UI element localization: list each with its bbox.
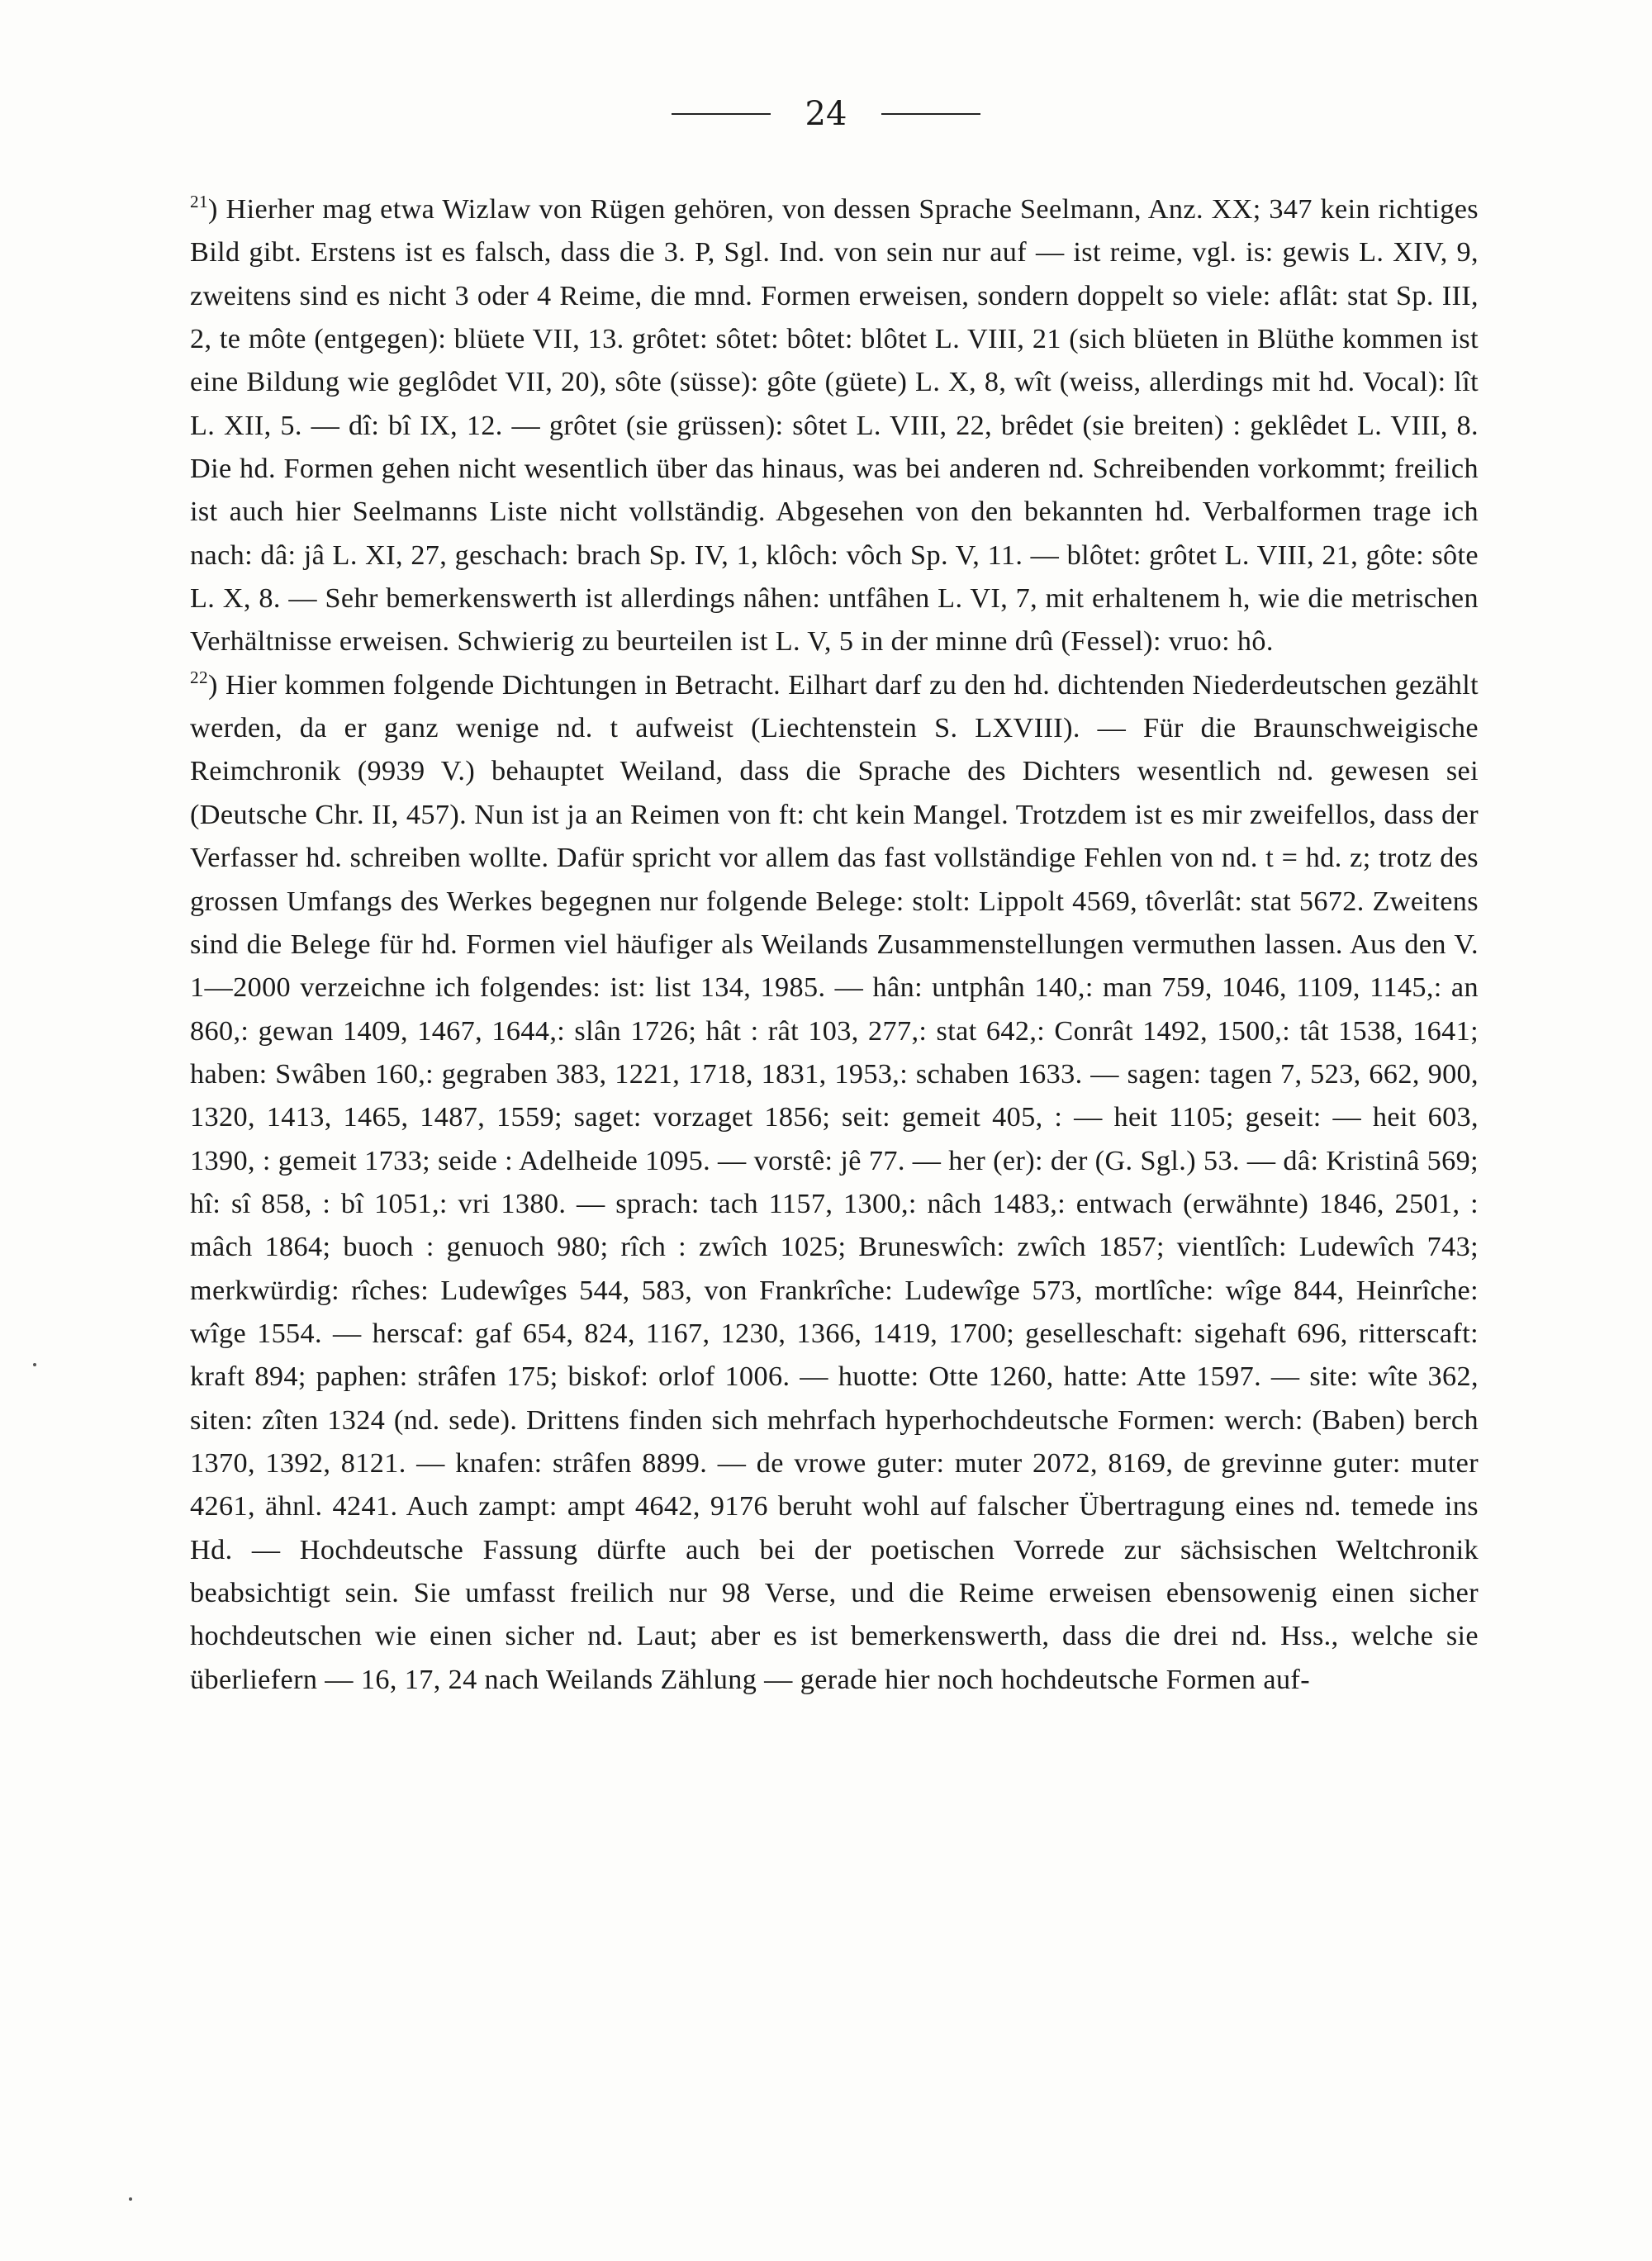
scan-speck xyxy=(33,1363,36,1366)
footnote-body xyxy=(190,188,1479,1702)
page-header xyxy=(0,97,1652,131)
footnote-text: ) Hierher mag etwa Wizlaw von Rügen gehören, von dessen Sprache Seelmann, Anz. XX; 347 kein richtiges Bild gibt. Erstens ist es falsch, dass die 3. P, Sgl. Ind. von sein nur auf — ist reime, vgl. is: gewis L. XIV, 9, zweitens sind es nicht 3 oder 4 Reime, die mnd. Formen erweisen, sondern doppelt so viele: aflât: stat Sp. III, 2, te môte (entgegen): blüete VII, 13. grôtet: sôtet: bôtet: blôtet L. VIII, 21 (sich blüeten in Blüthe kommen ist eine Bildung wie geglôdet VII, 20), sôte (süsse): gôte (güete) L. X, 8, wît (weiss, allerdings mit hd. Vocal): lît L. XII, 5. — dî: bî IX, 12. — grôtet (sie grüssen): sôtet L. VIII, 22, brêdet (sie breiten) : geklêdet L. VIII, 8. Die hd. Formen gehen nicht wesentlich über das hinaus, was bei anderen nd. Schreibenden vorkommt; freilich ist auch hier Seelmanns Liste nicht vollständig. Abgesehen von den bekannten hd. Verbalformen trage ich nach: dâ: jâ L. XI, 27, geschach: brach Sp. IV, 1, klôch: vôch Sp. V, 11. — blôtet: grôtet L. VIII, 21, gôte: sôte L. X, 8. — Sehr bemerkenswerth ist allerdings nâhen: untfâhen L. VI, 7, mit erhaltenem h, wie die metrischen Verhältnisse erweisen. Schwierig zu beurteilen ist L. V, 5 in der minne drû (Fessel): vruo: hô. xyxy=(190,194,1479,658)
page-number: 24 xyxy=(805,95,847,133)
header-rule-left xyxy=(672,113,771,115)
footnote-21 xyxy=(190,188,1479,664)
scan-speck xyxy=(129,2197,132,2201)
footnote-marker: 22 xyxy=(190,667,208,687)
footnote-marker: 21 xyxy=(190,191,208,211)
footnote-22 xyxy=(190,664,1479,1702)
footnote-text: ) Hier kommen folgende Dichtungen in Betracht. Eilhart darf zu den hd. dichtenden Niederdeutschen gezählt werden, da er ganz wenige nd. t aufweist (Liechtenstein S. LXVIII). — Für die Braunschweigische Reimchronik (9939 V.) behauptet Weiland, dass die Sprache des Dichters wesentlich nd. gewesen sei (Deutsche Chr. II, 457). Nun ist ja an Reimen von ft: cht kein Mangel. Trotzdem ist es mir zweifellos, dass der Verfasser hd. schreiben wollte. Dafür spricht vor allem das fast vollständige Fehlen von nd. t = hd. z; trotz des grossen Umfangs des Werkes begegnen nur folgende Belege: stolt: Lippolt 4569, tôverlât: stat 5672. Zweitens sind die Belege für hd. Formen viel häufiger als Weilands Zusammenstellungen vermuthen lassen. Aus den V. 1—2000 verzeichne ich folgendes: ist: list 134, 1985. — hân: untphân 140,: man 759, 1046, 1109, 1145,: an 860,: gewan 1409, 1467, 1644,: slân 1726; hât : rât 103, 277,: stat 642,: Conrât 1492, 1500,: tât 1538, 1641; haben: Swâben 160,: gegraben 383, 1221, 1718, 1831, 1953,: schaben 1633. — sagen: tagen 7, 523, 662, 900, 1320, 1413, 1465, 1487, 1559; saget: vorzaget 1856; seit: gemeit 405, : — heit 1105; geseit: — heit 603, 1390, : gemeit 1733; seide : Adelheide 1095. — vorstê: jê 77. — her (er): der (G. Sgl.) 53. — dâ: Kristinâ 569; hî: sî 858, : bî 1051,: vri 1380. — sprach: tach 1157, 1300,: nâch 1483,: entwach (erwähnte) 1846, 2501, : mâch 1864; buoch : genuoch 980; rîch : zwîch 1025; Bruneswîch: zwîch 1857; vientlîch: Ludewîch 743; merkwürdig: rîches: Ludewîges 544, 583, von Frankrîche: Ludewîge 573, mortlîche: wîge 844, Heinrîche: wîge 1554. — herscaf: gaf 654, 824, 1167, 1230, 1366, 1419, 1700; geselleschaft: sigehaft 696, ritterscaft: kraft 894; paphen: strâfen 175; biskof: orlof 1006. — huotte: Otte 1260, hatte: Atte 1597. — site: wîte 362, siten: zîten 1324 (nd. sede). Drittens finden sich mehrfach hyperhochdeutsche Formen: werch: (Baben) berch 1370, 1392, 8121. — knafen: strâfen 8899. — de vrowe guter: muter 2072, 8169, de grevinne guter: muter 4261, ähnl. 4241. Auch zampt: ampt 4642, 9176 beruht wohl auf falscher Übertragung eines nd. temede ins Hd. — Hochdeutsche Fassung dürfte auch bei der poetischen Vorrede zur sächsischen Weltchronik beabsichtigt sein. Sie umfasst freilich nur 98 Verse, und die Reime erweisen ebensowenig einen sicher hochdeutschen wie einen sicher nd. Laut; aber es ist bemerkenswerth, dass die drei nd. Hss., welche sie überliefern — 16, 17, 24 nach Weilands Zählung — gerade hier noch hochdeutsche Formen auf- xyxy=(190,669,1479,1695)
header-rule-right xyxy=(881,113,980,115)
